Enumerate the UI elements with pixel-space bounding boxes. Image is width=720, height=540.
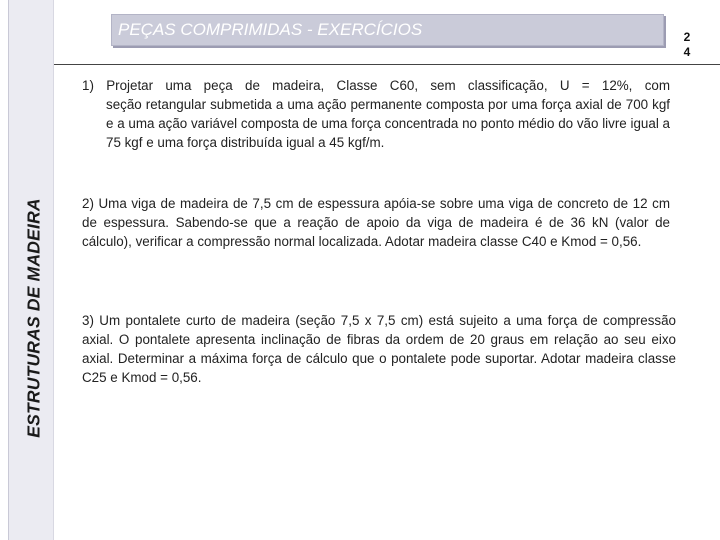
page-number-digit-1: 2 (683, 30, 691, 44)
slide-title: PEÇAS COMPRIMIDAS - EXERCÍCIOS (118, 20, 423, 39)
side-title: ESTRUTURAS DE MADEIRA (23, 198, 44, 438)
exercise-1-first-line: 1) Projetar uma peça de madeira, Classe C60, sem classificação, U = 12%, com (82, 78, 670, 93)
page-number-digit-2: 4 (683, 45, 691, 59)
exercise-3: 3) Um pontalete curto de madeira (seção 7,5 x 7,5 cm) está sujeito a uma força de compressão axial. O pontalete apresenta inclinação de fibras da ordem de 20 graus em relação ao seu eixo axial. Determinar a máxima força de cálculo que o pontalete pode suportar. Adotar madeira classe C25 e Kmod = 0,56. (82, 313, 676, 385)
exercise-1-continuation: seção retangular submetida a uma ação permanente composta por uma força axial de 700 kgf e a uma ação variável composta de uma força concentrada no ponto médio do vão livre igual a 75 kgf e uma força distribuída igual a 45 kgf/m. (106, 97, 670, 150)
page-number (677, 30, 697, 60)
header-divider (54, 64, 720, 65)
exercise-1 (82, 76, 670, 152)
title-banner (111, 14, 664, 46)
exercise-2: 2) Uma viga de madeira de 7,5 cm de espessura apóia-se sobre uma viga de concreto de 12 cm de espessura. Sabendo-se que a reação de apoio da viga de madeira é de 36 kN (valor de cálculo), verificar a compressão normal localizada. Adotar madeira classe C40 e Kmod = 0,56. (82, 196, 670, 249)
